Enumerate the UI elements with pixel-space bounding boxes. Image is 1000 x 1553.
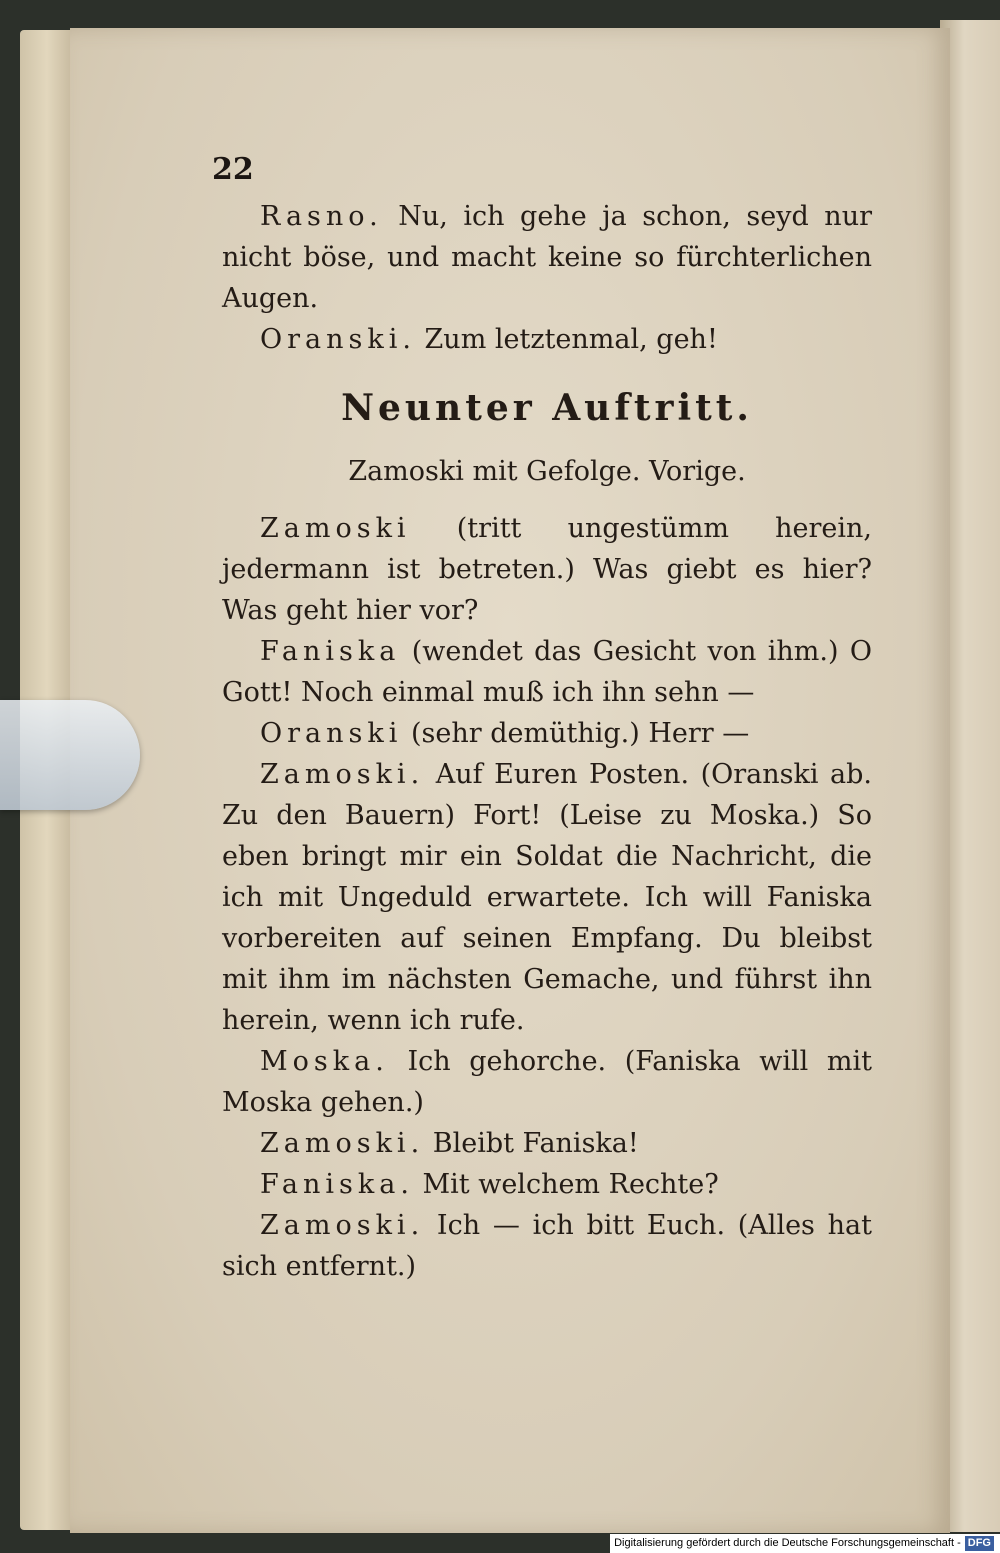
dialogue-line	[222, 1164, 872, 1205]
speaker-name: Zamoski.	[260, 759, 425, 790]
line-text: Mit welchem Rechte?	[413, 1169, 719, 1200]
digitization-credit	[610, 1534, 1000, 1553]
speaker-name: Moska.	[260, 1046, 389, 1077]
dialogue-line	[222, 1123, 872, 1164]
speaker-name: Oranski.	[260, 324, 416, 355]
scene-heading: Neunter Auftritt.	[341, 387, 753, 429]
line-text: Ich — ich bitt Euch. (Alles hat sich entfernt.)	[222, 1210, 872, 1282]
speaker-name: Zamoski.	[260, 1210, 425, 1241]
line-text: Auf Euren Posten. (Oranski ab. Zu den Bauern) Fort! (Leise zu Moska.) So eben bringt mir ein Soldat die Nachricht, die ich mit Ungeduld erwartete. Ich will Faniska vorbereiten auf seinen Empfang. Du bleibst mit ihm im nächsten Gemache, und führst ihn herein, wenn ich rufe.	[222, 759, 872, 1036]
dialogue-line	[222, 319, 872, 360]
credit-text: Digitalisierung gefördert durch die Deutsche Forschungsgemeinschaft -	[614, 1537, 961, 1549]
line-text: Bleibt Faniska!	[424, 1128, 639, 1159]
speaker-name: Faniska.	[260, 1169, 414, 1200]
dialogue-line	[222, 196, 872, 319]
dialogue-line	[222, 1205, 872, 1287]
speaker-name: Zamoski.	[260, 1128, 425, 1159]
speaker-name: Zamoski	[260, 513, 411, 544]
dialogue-line	[222, 631, 872, 713]
speaker-name: Rasno.	[260, 201, 383, 232]
line-text: (wendet das Gesicht von ihm.) O Gott! Noch einmal muß ich ihn sehn —	[222, 636, 872, 708]
dialogue-line	[222, 1041, 872, 1123]
line-text: Nu, ich gehe ja schon, seyd nur nicht böse, und macht keine so fürchterlichen Augen.	[222, 201, 872, 314]
speaker-name: Faniska	[260, 636, 401, 667]
dialogue-line	[222, 754, 872, 1041]
page-text	[222, 196, 872, 1287]
dialogue-line	[222, 713, 872, 754]
line-text: (tritt ungestümm herein, jedermann ist betreten.) Was giebt es hier? Was geht hier vor?	[222, 513, 872, 626]
page-clip	[0, 700, 140, 810]
page-number: 22	[212, 152, 254, 187]
line-text: (sehr demüthig.) Herr —	[402, 718, 750, 749]
line-text: Zum letztenmal, geh!	[415, 324, 718, 355]
dialogue-line	[222, 508, 872, 631]
line-text: Ich gehorche. (Faniska will mit Moska gehen.)	[222, 1046, 872, 1118]
speaker-name: Oranski	[260, 718, 403, 749]
dfg-logo: DFG	[965, 1536, 994, 1551]
cast-list: Zamoski mit Gefolge. Vorige.	[348, 456, 746, 487]
